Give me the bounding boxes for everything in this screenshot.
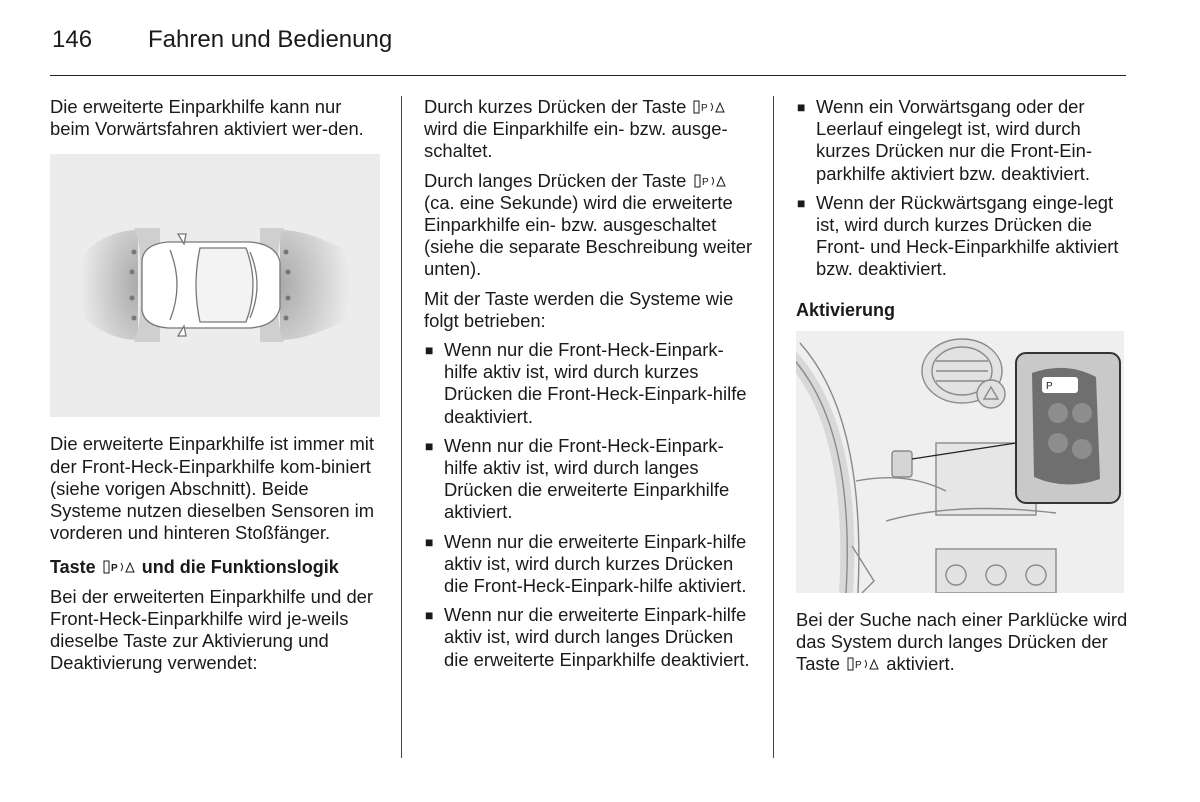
- bullet-item: ■ Wenn nur die Front-Heck-Einpark-hilfe aktiv ist, wird durch kurzes Drücken die Front-Heck-Einpark-hilfe deaktiviert.: [425, 339, 747, 427]
- paragraph: Mit der Taste werden die Systeme wie folgt betrieben:: [424, 287, 734, 331]
- column-2: [424, 96, 756, 678]
- bullet-item: ■ Wenn der Rückwärtsgang einge-legt ist, wird durch kurzes Drücken die Front- und Heck-Einparkhilfe aktiviert bzw. deaktiviert.: [797, 191, 1119, 280]
- paragraph: Die erweiterte Einparkhilfe ist immer mit der Front-Heck-Einparkhilfe kom-biniert (siehe vorigen Abschnitt). Beide Systeme nutzen dieselben Sensoren im vorderen und hinteren Stoßfänger.: [50, 433, 375, 544]
- chapter-title: Fahren und Bedienung: [148, 26, 393, 53]
- svg-text:P: P: [701, 176, 709, 188]
- paragraph: Bei der erweiterten Einparkhilfe und der Front-Heck-Einparkhilfe wird je-weils dieselbe Taste zur Aktivierung und Deaktivierung verwendet:: [50, 585, 374, 674]
- bullet-square-icon: ■: [425, 533, 434, 550]
- parking-sensor-key-icon: [103, 560, 135, 574]
- paragraph: Bei der Suche nach einer Parklücke wird das System durch langes Drücken der Taste P aktiviert.: [796, 608, 1128, 675]
- paragraph: Die erweiterte Einparkhilfe kann nur beim Vorwärtsfahren aktiviert wer-den.: [50, 96, 364, 140]
- bullet-item: ■ Wenn ein Vorwärtsgang oder der Leerlauf eingelegt ist, wird durch kurzes Drücken nur die Front-Ein-parkhilfe aktiviert bzw. deaktiviert.: [797, 96, 1092, 184]
- column-divider-1: [401, 96, 402, 758]
- column-1: [50, 96, 382, 681]
- paragraph: Durch langes Drücken der Taste P (ca. eine Sekunde) wird die erweiterte Einparkhilfe ein- bzw. ausgeschaltet (siehe die separate Beschreibung weiter unten).: [424, 169, 753, 280]
- parking-sensor-key-icon: [694, 174, 726, 188]
- section-heading: Aktivierung: [796, 299, 896, 320]
- page-number: 146: [52, 26, 93, 53]
- bullet-item: ■ Wenn nur die erweiterte Einpark-hilfe aktiv ist, wird durch kurzes Drücken die Front-Heck-Einpark-hilfe aktiviert.: [425, 530, 747, 597]
- bullet-square-icon: ■: [797, 194, 806, 211]
- svg-text:P: P: [855, 660, 862, 672]
- svg-text:P: P: [701, 103, 709, 114]
- column-3: [796, 96, 1128, 682]
- car-top-view: [142, 234, 280, 336]
- parking-sensor-illustration: [50, 154, 380, 417]
- button-closeup-inset: [1016, 353, 1120, 503]
- parking-sensor-key-icon: [847, 657, 879, 671]
- paragraph: Durch kurzes Drücken der Taste P wird die Einparkhilfe ein- bzw. ausge-schaltet.: [424, 96, 728, 162]
- parking-sensor-key-icon: [693, 100, 725, 114]
- header-rule: [50, 75, 1126, 76]
- svg-text:P: P: [110, 563, 118, 575]
- column-divider-2: [773, 96, 774, 758]
- dashboard-button-illustration: [796, 331, 1124, 593]
- bullet-item: ■ Wenn nur die erweiterte Einpark-hilfe aktiv ist, wird durch langes Drücken die erweiterte Einparkhilfe deaktiviert.: [425, 604, 750, 670]
- bullet-square-icon: ■: [425, 342, 434, 359]
- bullet-item: ■ Wenn nur die Front-Heck-Einpark-hilfe aktiv ist, wird durch langes Drücken die erweiterte Einparkhilfe aktiviert.: [425, 434, 730, 523]
- bullet-square-icon: ■: [797, 99, 806, 115]
- section-heading: Taste P und die Funktionslogik: [50, 557, 339, 578]
- bullet-square-icon: ■: [425, 437, 434, 454]
- svg-text:P: P: [1046, 380, 1053, 392]
- bullet-square-icon: ■: [425, 607, 434, 624]
